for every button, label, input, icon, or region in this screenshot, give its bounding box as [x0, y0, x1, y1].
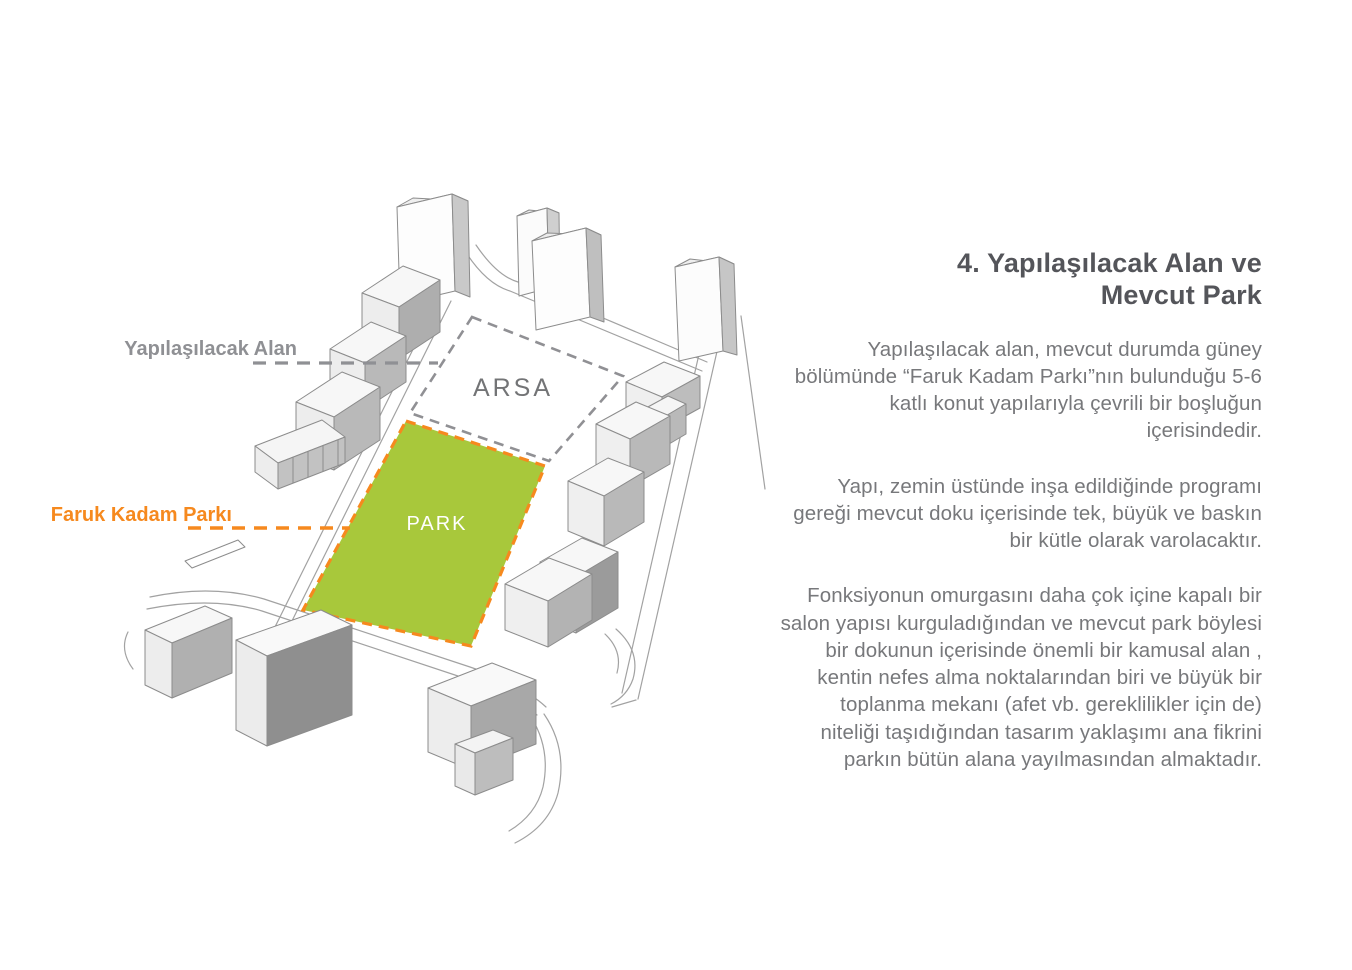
building-tower-ne: [675, 257, 737, 361]
road-mid-loop: [605, 634, 619, 673]
section-heading-line: 4. Yapılaşılacak Alan ve: [956, 248, 1262, 278]
strip-parcel: [185, 540, 245, 568]
building-rowhouses: [255, 420, 345, 489]
building-tower-center: [532, 228, 604, 330]
arsa-area-label: ARSA: [472, 374, 554, 402]
park-area-label: PARK: [406, 513, 468, 535]
paragraph-building-mass: Yapı, zemin üstünde inşa edildiğinde programı gereği mevcut doku içerisinde tek, büyük ve baskın bir kütle olarak varolacaktır.: [793, 474, 1262, 553]
building-l-shape-south: [428, 663, 536, 795]
road-mid-loop: [611, 629, 635, 704]
article-column: [780, 248, 1262, 801]
section-heading: [780, 248, 1262, 312]
building-block-southwest-large: [236, 610, 352, 746]
road-west-arc: [124, 632, 133, 669]
building-block-southwest: [145, 606, 232, 698]
section-heading-line: Mevcut Park: [1100, 279, 1262, 310]
paragraph-site-context: Yapılaşılacak alan, mevcut durumda güney bölümünde “Faruk Kadam Parkı”nın bulunduğu 5-6 katlı konut yapılarıyla çevrili bir boşluğun içerisindedir.: [794, 337, 1262, 443]
building-block-east: [568, 458, 644, 546]
buildable-area-callout-label: Yapılaşılacak Alan: [124, 338, 297, 360]
paragraph-design-approach: Fonksiyonun omurgasını daha çok içine kapalı bir salon yapısı kurguladığından ve mevcut park böylesi bir dokunun içerisinde önemli bir kamusal alan , kentin nefes alma noktalarından biri ve büyük bir toplanma mekanı (afet vb. gereklilikler için de) niteliği taşıdığından tasarım yaklaşımı ana fikrini parkın bütün alana yayılmasından almaktadır.: [780, 584, 1262, 771]
building-block-southeast: [505, 558, 592, 647]
park-callout-label: Faruk Kadam Parkı: [50, 504, 232, 526]
road-east-edge: [741, 316, 765, 489]
